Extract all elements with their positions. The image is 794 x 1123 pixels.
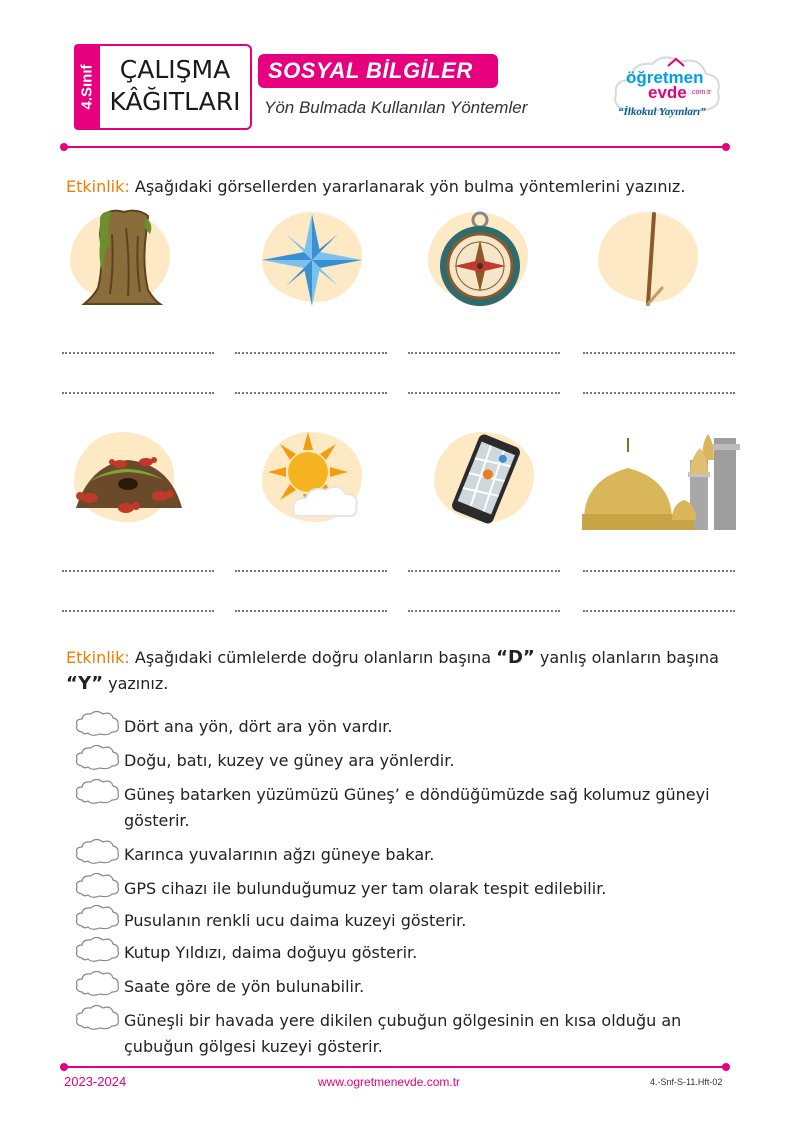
gps-phone-icon [426,424,546,534]
activity2-instruction: Etkinlik: Aşağıdaki cümlelerde doğru olanların başına “D” yanlış olanların başına “Y” yazınız. [66,647,719,694]
statement-text: Doğu, batı, kuzey ve güney ara yönlerdir. [124,751,455,770]
statement-text: Güneş batarken yüzümüzü Güneş’ e döndüğümüzde sağ kolumuz güneyi gösterir. [124,785,710,830]
statement-text: Pusulanın renkli ucu daima kuzeyi gösterir. [124,911,467,930]
answer-line[interactable] [62,392,214,394]
answer-cloud-icon[interactable] [74,1004,120,1032]
picture-compass-rose [254,204,374,314]
answer-line[interactable] [583,352,735,354]
grade-label [74,44,100,130]
activity1-instruction [66,174,685,200]
grade-text: 4.Sınıf [78,64,96,110]
logo-name: öğretmen evde [626,68,704,102]
answer-cloud-icon[interactable] [74,744,120,772]
tree-trunk-moss-icon [62,204,182,314]
picture-gps-phone [426,424,546,534]
answer-line[interactable] [235,352,387,354]
picture-ant-nest [66,424,186,534]
publisher-logo [604,44,730,130]
worksheet-title [100,44,252,130]
statement-text: Kutup Yıldızı, daima doğuyu gösterir. [124,943,418,962]
mosque-icon [580,424,740,534]
logo-domain: .com.tr [690,89,712,96]
false-mark: “Y” [66,673,104,694]
answer-line[interactable] [235,610,387,612]
footer-year: 2023-2024 [64,1074,127,1089]
answer-line[interactable] [408,610,560,612]
subject-title: SOSYAL BİLGİLER [258,54,498,88]
answer-cloud-icon[interactable] [74,778,120,806]
footer-divider [64,1066,726,1068]
answer-line[interactable] [235,570,387,572]
topic-title: Yön Bulmada Kullanılan Yöntemler [264,98,528,117]
activity2-tag: Etkinlik: [66,648,130,667]
picture-mosque [580,424,740,534]
answer-line[interactable] [408,392,560,394]
answer-line[interactable] [235,392,387,394]
answer-line[interactable] [62,352,214,354]
compass-icon [420,204,540,314]
statement-text: Karınca yuvalarının ağzı güneye bakar. [124,845,435,864]
answer-cloud-icon[interactable] [74,904,120,932]
picture-stick [590,204,710,314]
statement-text: GPS cihazı ile bulunduğumuz yer tam olarak tespit edilebilir. [124,879,607,898]
picture-sun-cloud [254,424,374,534]
answer-line[interactable] [583,570,735,572]
answer-line[interactable] [62,610,214,612]
answer-cloud-icon[interactable] [74,838,120,866]
picture-compass [420,204,540,314]
stick-shadow-icon [590,204,710,314]
footer-url[interactable]: www.ogretmenevde.com.tr [318,1075,461,1089]
picture-tree-trunk [62,204,182,314]
title-line-2: KÂĞITLARI [109,87,241,116]
answer-line[interactable] [583,610,735,612]
compass-rose-icon [254,204,374,314]
logo-tagline: “İlkokul Yayınları” [618,106,706,118]
answer-line[interactable] [408,352,560,354]
sun-cloud-icon [254,424,374,534]
answer-cloud-icon[interactable] [74,970,120,998]
header-divider [64,146,726,148]
ant-nest-icon [66,424,186,534]
true-mark: “D” [496,647,535,668]
answer-cloud-icon[interactable] [74,872,120,900]
title-line-1: ÇALIŞMA [119,55,231,84]
statement-text: Saate göre de yön bulunabilir. [124,977,365,996]
activity1-tag: Etkinlik: [66,177,130,196]
answer-line[interactable] [583,392,735,394]
statement-text: Dört ana yön, dört ara yön vardır. [124,717,393,736]
footer-code: 4.-Snf-S-11.Hft-02 [650,1077,723,1087]
activity1-text: Aşağıdaki görsellerden yararlanarak yön bulma yöntemlerini yazınız. [129,177,686,196]
answer-cloud-icon[interactable] [74,936,120,964]
answer-line[interactable] [62,570,214,572]
answer-line[interactable] [408,570,560,572]
statement-text: Güneşli bir havada yere dikilen çubuğun gölgesinin en kısa olduğu an çubuğun gölgesi kuzeyi gösterir. [124,1011,682,1056]
answer-cloud-icon[interactable] [74,710,120,738]
